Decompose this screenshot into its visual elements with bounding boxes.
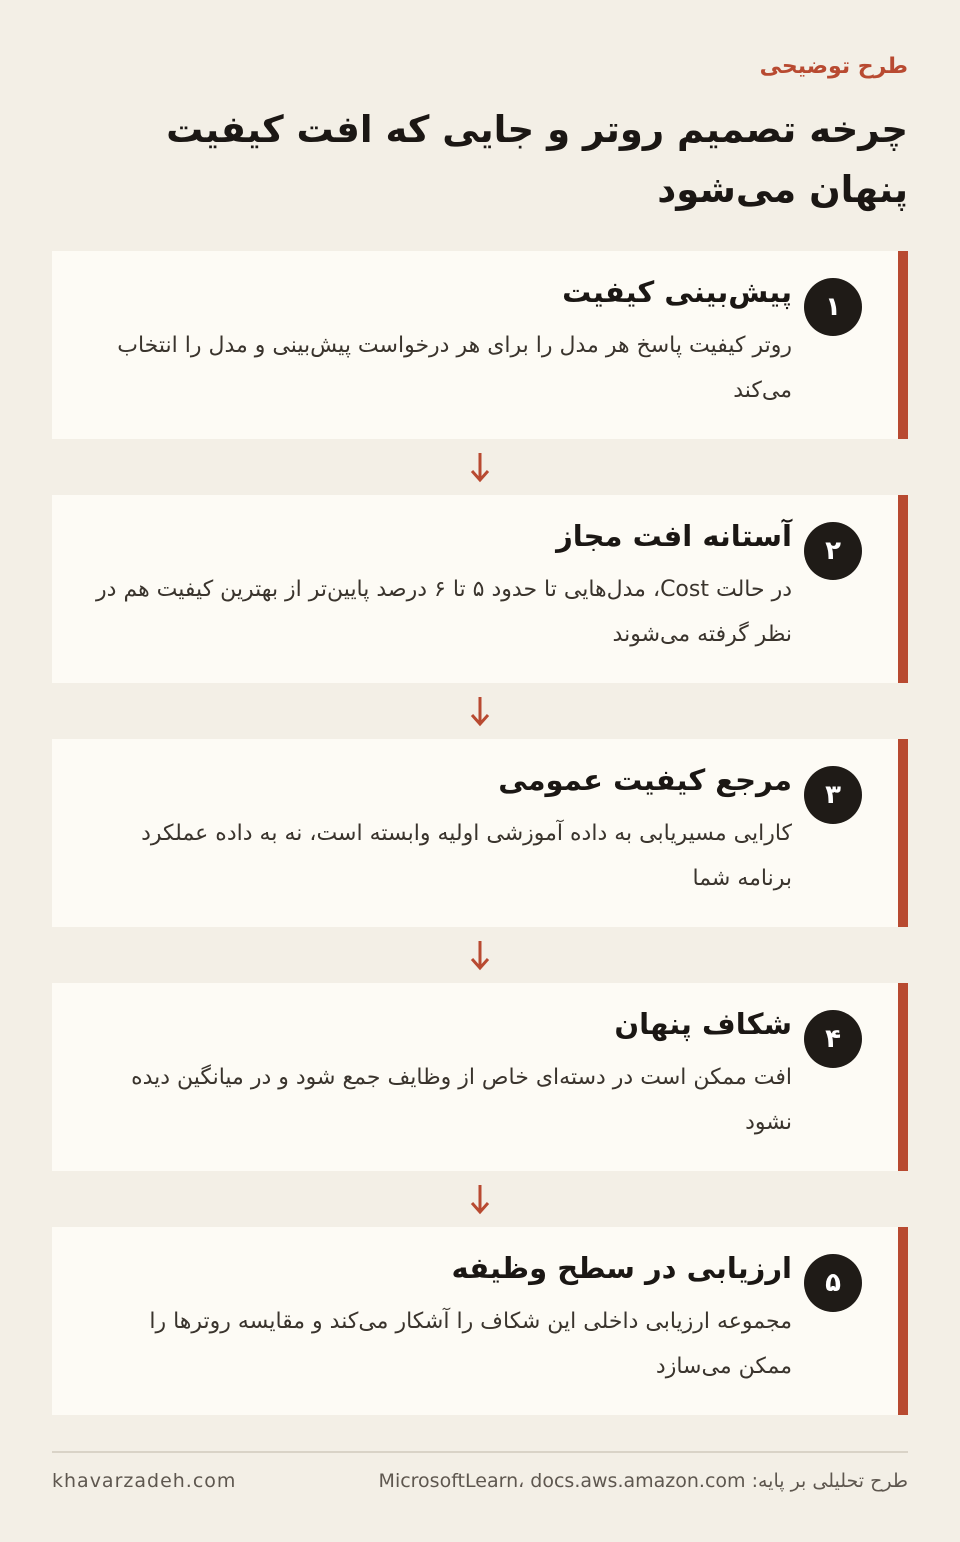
down-arrow-icon bbox=[470, 451, 490, 483]
step-number-badge: ۵ bbox=[804, 1254, 862, 1312]
step-connector bbox=[52, 927, 908, 983]
step-card-5 bbox=[52, 1227, 908, 1415]
step-description: مجموعه ارزیابی داخلی این شکاف را آشکار می‌کند و مقایسه روترها را ممکن می‌سازد bbox=[149, 1309, 792, 1379]
step-description: در حالت Cost، مدل‌هایی تا حدود ۵ تا ۶ درصد پایین‌تر از بهترین کیفیت هم در نظر گرفته می‌شوند bbox=[96, 577, 792, 647]
step-number-badge: ۲ bbox=[804, 522, 862, 580]
step-card-3 bbox=[52, 739, 908, 927]
down-arrow-icon bbox=[470, 939, 490, 971]
step-connector bbox=[52, 439, 908, 495]
steps-list bbox=[52, 251, 908, 1415]
step-connector bbox=[52, 1171, 908, 1227]
step-title: آستانه افت مجاز bbox=[556, 519, 792, 553]
page-title: چرخه تصمیم روتر و جایی که افت کیفیت پنهان می‌شود bbox=[166, 108, 908, 211]
step-number-badge: ۴ bbox=[804, 1010, 862, 1068]
step-card-1 bbox=[52, 251, 908, 439]
footer-source: طرح تحلیلی بر پایه: MicrosoftLearn، docs.aws.amazon.com bbox=[378, 1470, 908, 1492]
step-connector bbox=[52, 683, 908, 739]
down-arrow-icon bbox=[470, 1183, 490, 1215]
step-number-badge: ۱ bbox=[804, 278, 862, 336]
down-arrow-icon bbox=[470, 695, 490, 727]
step-title: پیش‌بینی کیفیت bbox=[562, 275, 792, 309]
footer-site: khavarzadeh.com bbox=[52, 1470, 237, 1492]
step-description: روتر کیفیت پاسخ هر مدل را برای هر درخواست پیش‌بینی و مدل را انتخاب می‌کند bbox=[117, 333, 792, 403]
step-title: مرجع کیفیت عمومی bbox=[498, 763, 792, 797]
step-title: شکاف پنهان bbox=[614, 1007, 792, 1041]
step-description: افت ممکن است در دسته‌ای خاص از وظایف جمع شود و در میانگین دیده نشود bbox=[131, 1065, 792, 1135]
step-card-4 bbox=[52, 983, 908, 1171]
eyebrow-label: طرح توضیحی bbox=[759, 54, 908, 79]
footer-divider bbox=[52, 1451, 908, 1453]
step-title: ارزیابی در سطح وظیفه bbox=[451, 1251, 792, 1285]
step-card-2 bbox=[52, 495, 908, 683]
step-number-badge: ۳ bbox=[804, 766, 862, 824]
step-description: کارایی مسیریابی به داده آموزشی اولیه وابسته است، نه به داده عملکرد برنامه شما bbox=[141, 821, 792, 891]
